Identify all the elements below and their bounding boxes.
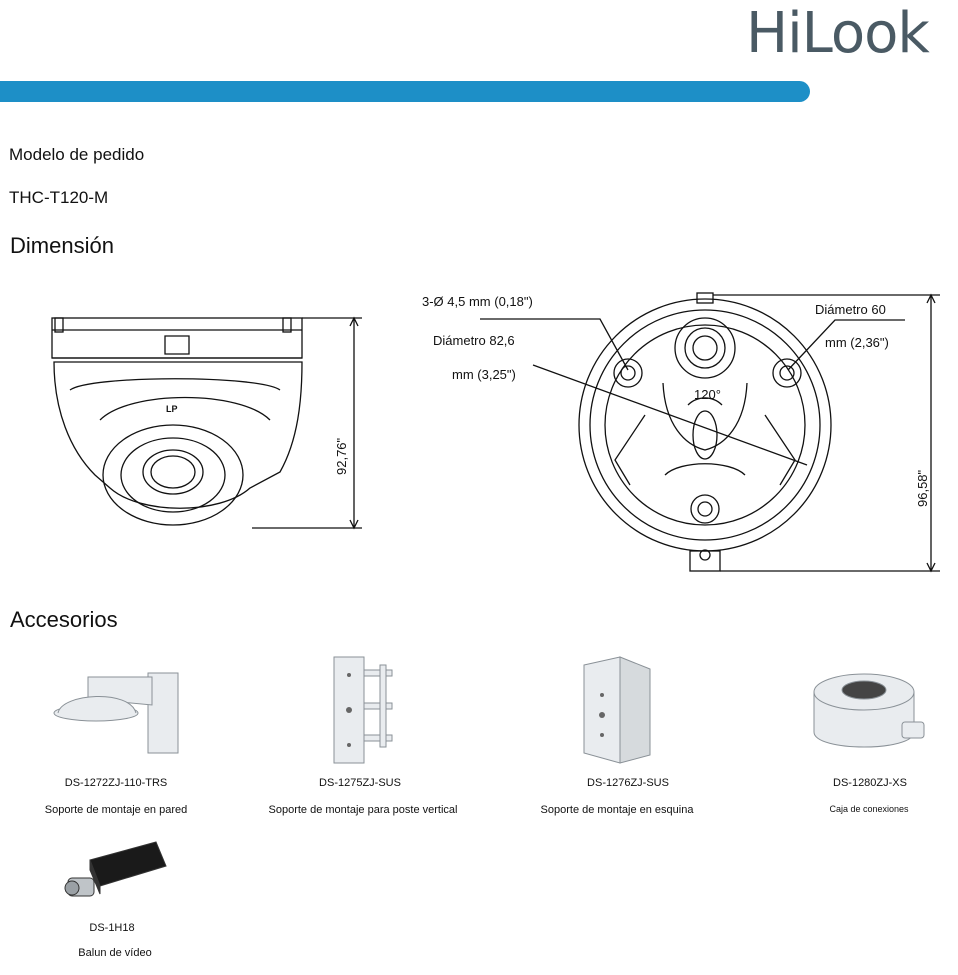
order-model-label: Modelo de pedido <box>9 145 145 164</box>
accessory-code-5: DS-1H18 <box>89 922 135 934</box>
accessory-desc-3: Soporte de montaje en esquina <box>540 804 694 816</box>
hilook-logo <box>746 1 929 66</box>
outer-diameter-label-line1: Diámetro 82,6 <box>433 333 515 348</box>
video-balun-icon <box>60 830 172 920</box>
pole-mount-icon <box>320 655 400 765</box>
corner-mount-icon <box>578 655 658 765</box>
accessory-desc-1: Soporte de montaje en pared <box>44 804 188 816</box>
dimension-heading: Dimensión <box>10 233 114 258</box>
side-height-label: 92,76" <box>334 437 349 475</box>
bottom-height-label: 96,58" <box>915 469 930 507</box>
accessories-heading: Accesorios <box>10 607 118 632</box>
accessory-code-2: DS-1275ZJ-SUS <box>319 777 401 789</box>
angle-label: 120° <box>694 387 721 402</box>
accessory-desc-4: Caja de conexiones <box>829 804 909 814</box>
accessory-desc-5: Balun de vídeo <box>78 947 152 959</box>
bottom-view-drawing <box>415 285 958 585</box>
accessory-code-3: DS-1276ZJ-SUS <box>587 777 669 789</box>
outer-diameter-label-line2: mm (3,25") <box>452 367 516 382</box>
junction-box-icon <box>806 664 931 759</box>
inner-diameter-label-line2: mm (2,36") <box>825 335 889 350</box>
side-view-drawing <box>40 300 380 545</box>
side-view-mark: LP <box>166 404 178 414</box>
wall-mount-icon <box>48 655 183 765</box>
header-bar <box>0 81 810 102</box>
mount-hole-label: 3-Ø 4,5 mm (0,18") <box>422 294 533 309</box>
accessory-code-1: DS-1272ZJ-110-TRS <box>64 777 168 789</box>
inner-diameter-label-line1: Diámetro 60 <box>815 302 886 317</box>
accessory-code-4: DS-1280ZJ-XS <box>833 777 907 789</box>
order-model-value: THC-T120-M <box>9 188 109 207</box>
logo-text: HiLook <box>746 1 929 66</box>
accessory-desc-2: Soporte de montaje para poste vertical <box>268 804 458 816</box>
